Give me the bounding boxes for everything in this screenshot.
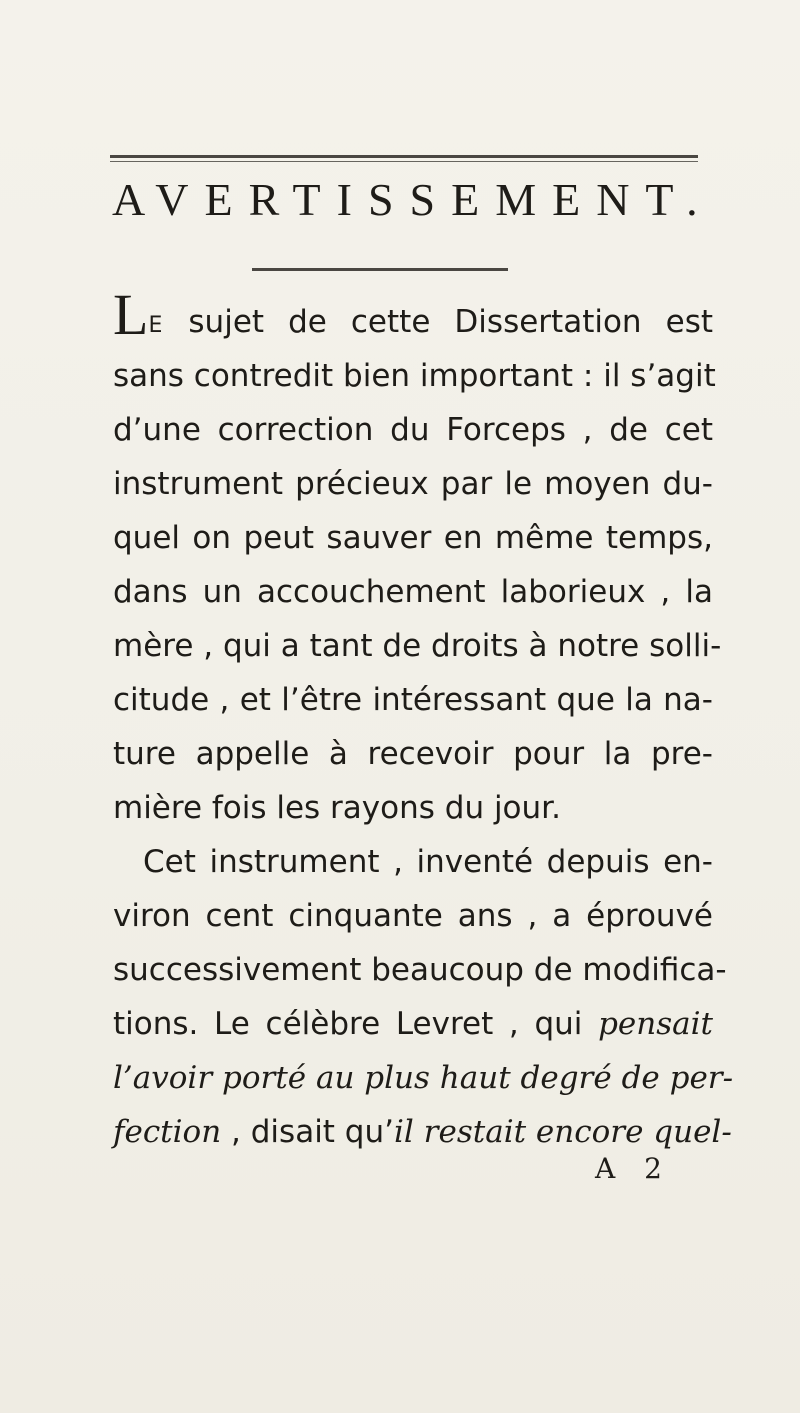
drop-cap: L — [113, 282, 149, 347]
first-line-text: sujet de cette Dissertation est — [188, 304, 713, 340]
paragraph-1-line: quel on peut sauver en même temps, — [113, 520, 713, 556]
paragraph-1-line: instrument précieux par le moyen du- — [113, 466, 713, 502]
paragraph-1-line: sans contredit bien important : il s’agit — [113, 358, 716, 394]
top-rule-thin — [110, 161, 698, 162]
paragraph-2-line: Cet instrument , inventé depuis en- — [143, 844, 713, 880]
paragraph-2-line — [113, 1051, 734, 1105]
signature-mark: A 2 — [595, 1152, 672, 1185]
paragraph-1-line: dans un accouchement laborieux , la — [113, 574, 713, 610]
page-heading: AVERTISSEMENT. — [112, 174, 714, 225]
paragraph-1-line: ture appelle à recevoir pour la pre- — [113, 736, 713, 772]
paragraph-1-line: d’une correction du Forceps , de cet — [113, 412, 713, 448]
body-text — [113, 282, 734, 1159]
paragraph-1-line: mère , qui a tant de droits à notre solli- — [113, 628, 722, 664]
line-text: , disait qu’ — [221, 1114, 394, 1150]
paragraph-2-line — [113, 1105, 732, 1159]
small-cap: E — [148, 313, 165, 338]
paragraph-2-line — [113, 997, 713, 1051]
paragraph-2-line: successivement beaucoup de modifica- — [113, 952, 727, 988]
line-text: tions. Le célèbre Levret , qui — [113, 1006, 599, 1042]
italic-text: l’avoir porté au plus haut degré de per- — [113, 1060, 734, 1096]
italic-text: pensait — [598, 1006, 713, 1042]
heading-rule — [252, 268, 508, 271]
paragraph-1-line: mière fois les rayons du jour. — [113, 790, 561, 826]
paragraph-2-line: viron cent cinquante ans , a éprouvé — [113, 898, 713, 934]
paragraph-1-line-1 — [113, 282, 713, 349]
italic-text: il restait encore quel- — [394, 1114, 732, 1150]
top-rule — [110, 155, 698, 158]
paragraph-1-line: citude , et l’être intéressant que la na- — [113, 682, 713, 718]
italic-text: fection — [113, 1114, 222, 1150]
